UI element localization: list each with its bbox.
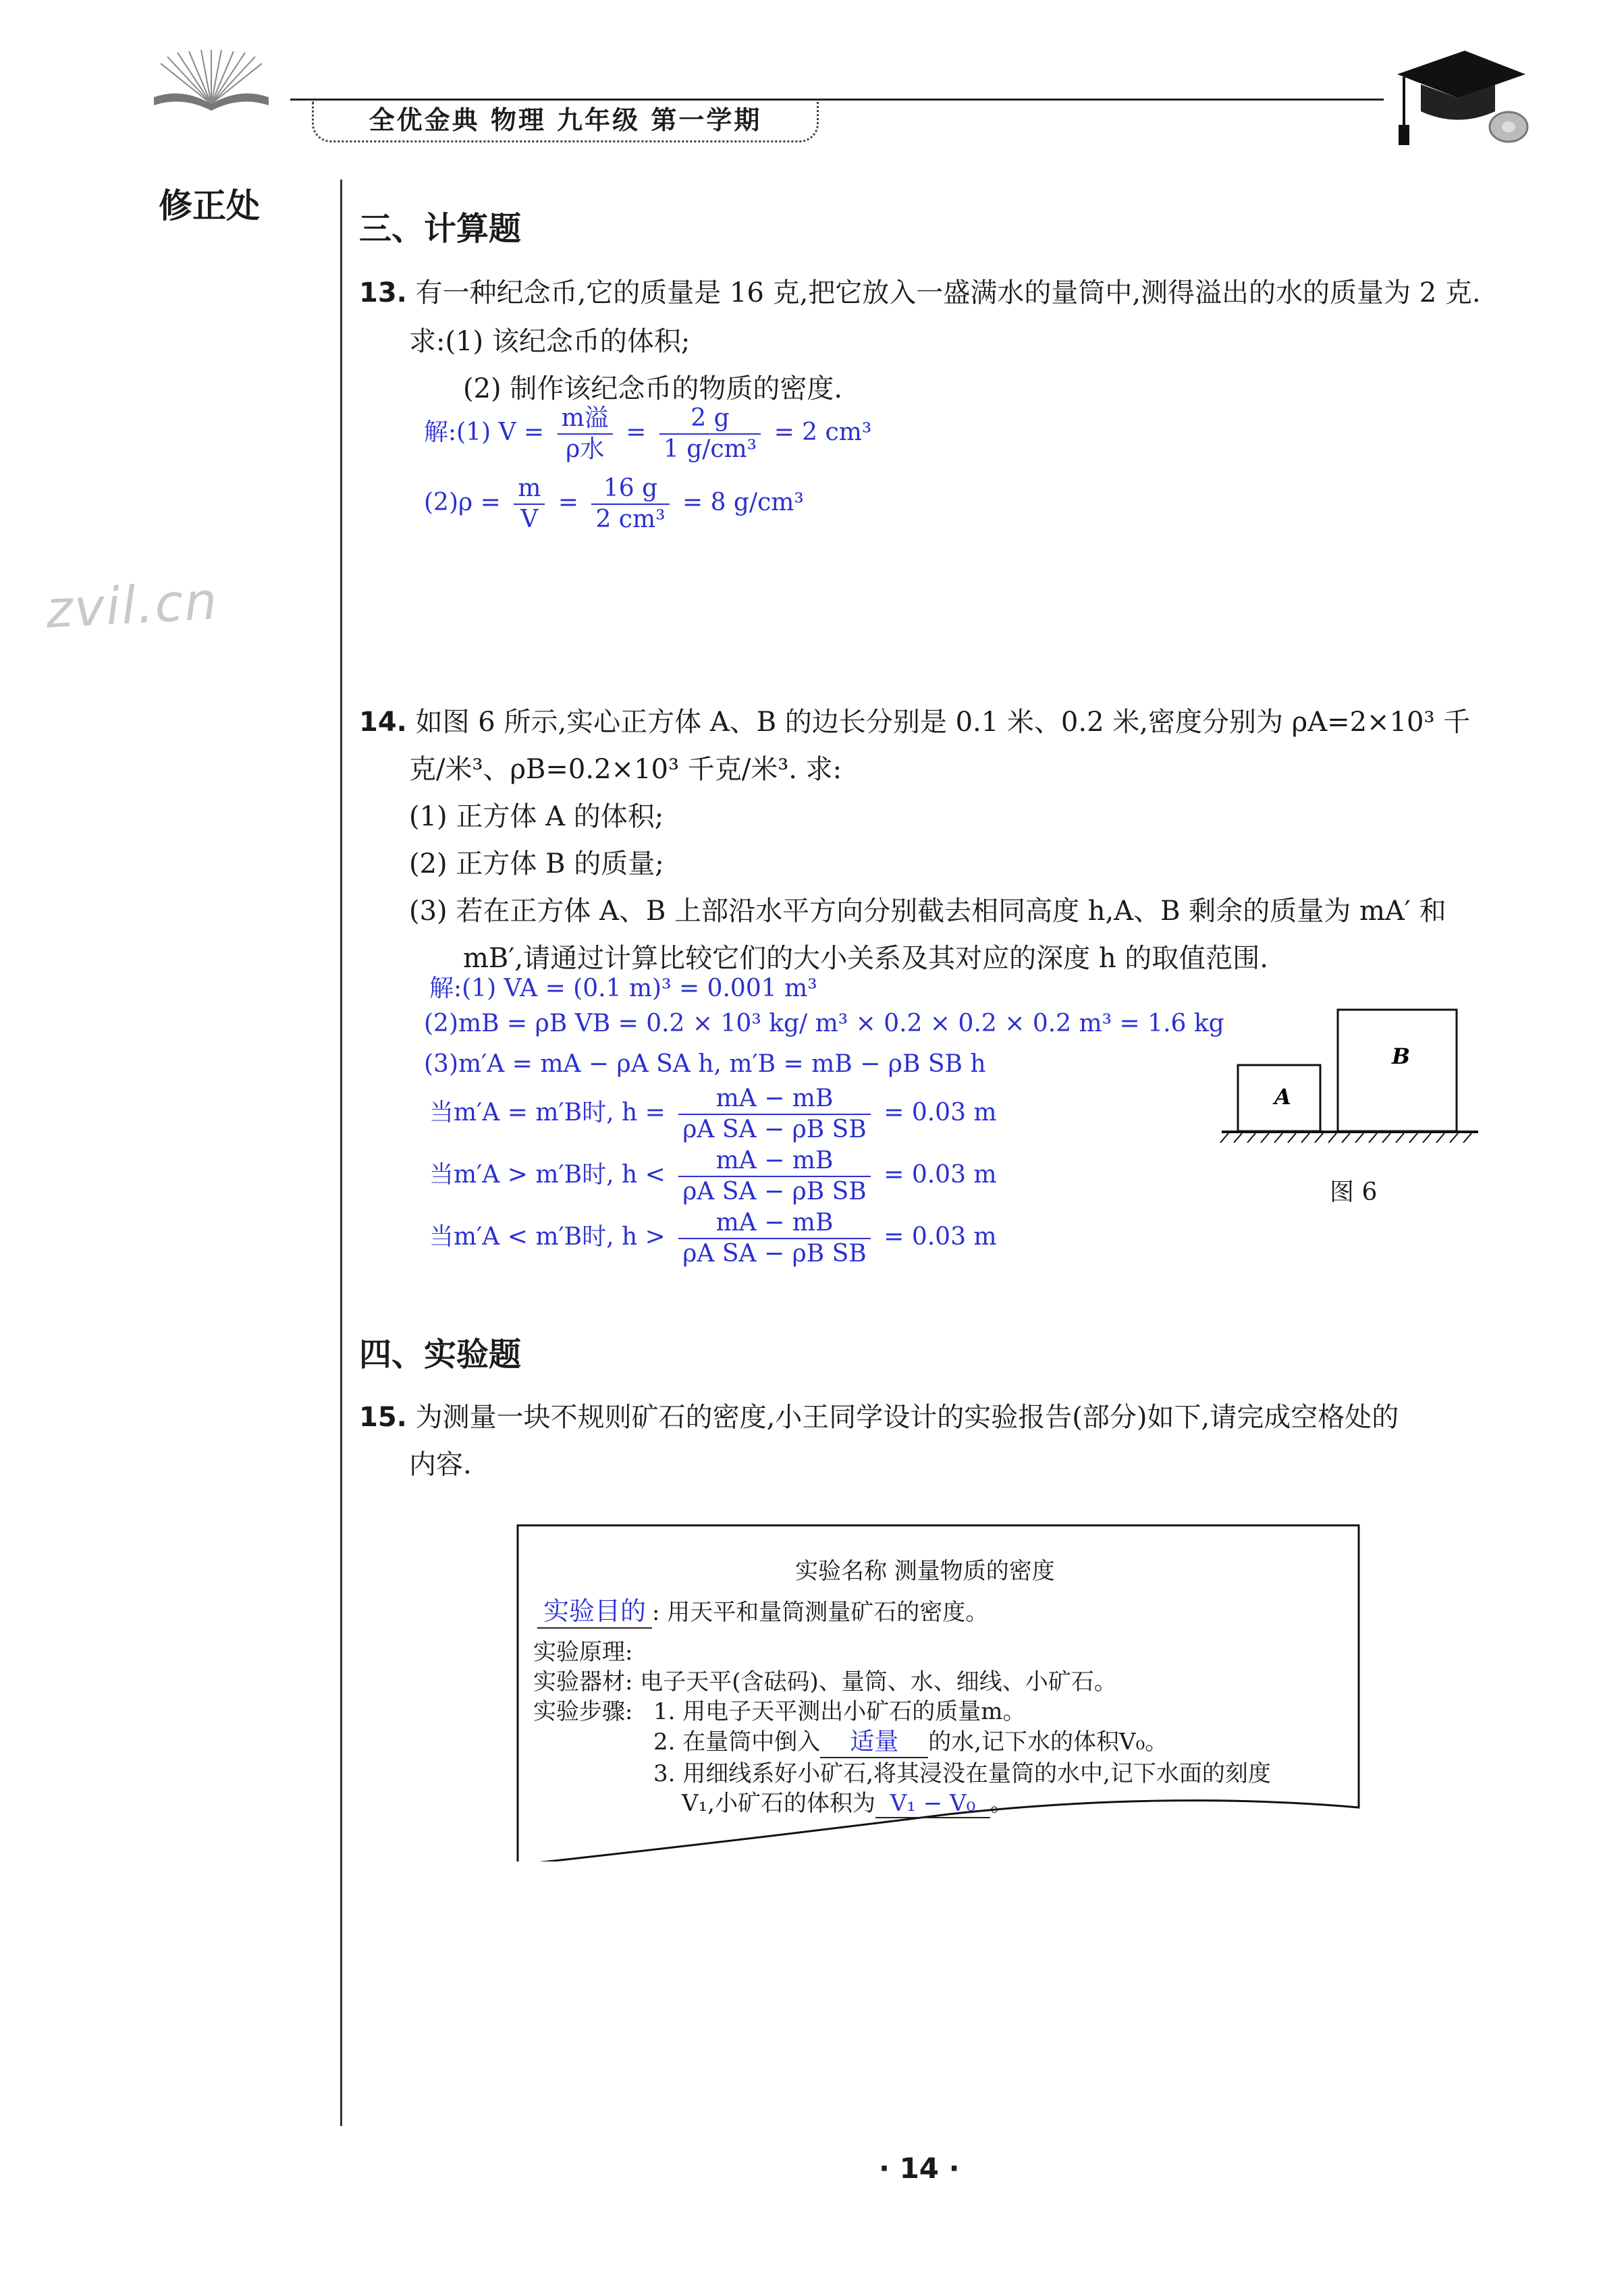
answer-13-part1: 解:(1) V = $\frac{\text{m溢}}{\text{ρ水}}$ = $\frac{2 g}{\text{1 g/cm³}}$ = 2 cm³ (424, 404, 872, 463)
purpose-answer-blank: 实验目的 (537, 1590, 652, 1629)
numerator: m (514, 474, 545, 505)
denominator: ρA SA − ρB SB (682, 1116, 867, 1143)
question-number: 15. (359, 1402, 407, 1433)
case-result: = 0.03 m (884, 1099, 997, 1126)
column-divider (340, 180, 342, 2126)
question-text: 如图 6 所示,实心正方体 A、B 的边长分别是 0.1 米、0.2 米,密度分别为 ρA=2×10³ 千 (415, 707, 1471, 738)
purpose-text: : 用天平和量筒测量矿石的密度。 (652, 1599, 989, 1626)
step3-answer-blank: V₁ − V₀ (875, 1790, 990, 1818)
question-text: 为测量一块不规则矿石的密度,小王同学设计的实验报告(部分)如下,请完成空格处的 (415, 1402, 1399, 1433)
case-prefix: 当m′A = m′B时, h = (429, 1099, 666, 1126)
question-14-line3: (1) 正方体 A 的体积; (409, 801, 664, 832)
report-step-2 (653, 1722, 1168, 1758)
figure-6-caption: 图 6 (1330, 1178, 1378, 1206)
report-step-3a: 3. 用细线系好小矿石,将其浸没在量筒的水中,记下水面的刻度 (653, 1760, 1271, 1787)
question-15-line2: 内容. (409, 1449, 472, 1480)
question-13-line2: 求:(1) 该纪念币的体积; (409, 326, 691, 357)
step3-text-before: V₁,小矿石的体积为 (682, 1790, 875, 1817)
report-steps-label: 实验步骤: (533, 1698, 633, 1725)
report-title: 实验名称 测量物质的密度 (795, 1558, 1055, 1585)
report-principle: 实验原理: (533, 1639, 633, 1666)
answer-14-case-greater (429, 1146, 997, 1207)
question-15-line1 (359, 1397, 1399, 1438)
numerator: mA − mB (678, 1084, 871, 1115)
numerator: 2 g (659, 404, 761, 435)
cube-b-label: B (1392, 1043, 1411, 1069)
case-prefix: 当m′A > m′B时, h < (429, 1161, 666, 1189)
fraction (678, 1146, 871, 1207)
denominator: 1 g/cm³ (663, 435, 757, 463)
answer-13-part2: (2)ρ = $\frac{m}{V}$ = $\frac{16 g}{\text{2 cm³}}$ = 8 g/cm³ (424, 474, 804, 533)
step3-text-after: 。 (990, 1790, 1013, 1817)
answer-result: = 2 cm³ (774, 418, 872, 446)
correction-column-label: 修正处 (159, 186, 260, 225)
denominator: 2 cm³ (595, 506, 666, 533)
answer-14-part3: (3)m′A = mA − ρA SA h, m′B = mB − ρB SB h (424, 1050, 986, 1078)
section-title-calculation: 三、计算题 (359, 210, 522, 248)
answer-prefix: 解:(1) V = (424, 418, 545, 446)
denominator: ρ水 (566, 435, 605, 463)
page-number: · 14 · (879, 2152, 960, 2185)
answer-prefix: (2)ρ = (424, 489, 501, 516)
answer-14-part1: 解:(1) VA = (0.1 m)³ = 0.001 m³ (429, 975, 817, 1002)
numerator: 16 g (591, 474, 669, 505)
fraction (591, 474, 669, 535)
denominator: ρA SA − ρB SB (682, 1178, 867, 1205)
numerator: mA − mB (678, 1146, 871, 1177)
answer-14-case-equal (429, 1084, 997, 1145)
watermark: zvil.cn (44, 570, 220, 640)
figure-6-cubes (1215, 1006, 1485, 1154)
step2-text-before: 2. 在量筒中倒入 (653, 1729, 821, 1756)
step2-text-after: 的水,记下水的体积V₀。 (928, 1729, 1168, 1756)
case-prefix: 当m′A < m′B时, h > (429, 1223, 666, 1251)
question-14-line5: (3) 若在正方体 A、B 上部沿水平方向分别截去相同高度 h,A、B 剩余的质量为 mA′ 和 (409, 896, 1446, 927)
numerator: mA − mB (678, 1208, 871, 1239)
fraction (558, 404, 613, 464)
question-13-line3: (2) 制作该纪念币的物质的密度. (463, 373, 843, 404)
fraction (514, 474, 545, 535)
cube-a-label: A (1274, 1084, 1291, 1110)
question-14-line6: mB′,请通过计算比较它们的大小关系及其对应的深度 h 的取值范围. (463, 943, 1269, 974)
step2-answer-blank: 适量 (820, 1722, 928, 1758)
header-rule (290, 99, 1384, 101)
fraction (678, 1208, 871, 1269)
answer-14-case-less (429, 1208, 997, 1269)
fraction (678, 1084, 871, 1145)
graduation-cap-icon (1390, 47, 1532, 148)
report-materials: 实验器材: 电子天平(含砝码)、量筒、水、细线、小矿石。 (533, 1668, 1117, 1695)
question-text: 有一种纪念币,它的质量是 16 克,把它放入一盛满水的量筒中,测得溢出的水的质量为 2 克. (415, 277, 1481, 308)
question-number: 14. (359, 707, 407, 738)
header-title: 全优金典 物理 九年级 第一学期 (312, 101, 819, 142)
cube-b (1338, 1010, 1457, 1131)
question-14-line2: 克/米³、ρB=0.2×10³ 千克/米³. 求: (409, 754, 842, 785)
open-book-icon (154, 50, 269, 111)
section-title-experiment: 四、实验题 (359, 1336, 522, 1374)
question-13-line1 (359, 273, 1481, 313)
denominator: V (520, 506, 539, 533)
report-step-1: 1. 用电子天平测出小矿石的质量m。 (653, 1698, 1026, 1725)
question-14-line4: (2) 正方体 B 的质量; (409, 848, 664, 879)
case-result: = 0.03 m (884, 1223, 997, 1251)
numerator: m溢 (558, 404, 613, 435)
answer-result: = 8 g/cm³ (682, 489, 804, 516)
denominator: ρA SA − ρB SB (682, 1240, 867, 1268)
question-14-line1 (359, 702, 1470, 742)
report-purpose-row (537, 1590, 988, 1629)
question-number: 13. (359, 277, 407, 308)
ground-hatching (1220, 1133, 1471, 1143)
fraction (659, 404, 761, 464)
answer-14-part2: (2)mB = ρB VB = 0.2 × 10³ kg/ m³ × 0.2 × 0.2 × 0.2 m³ = 1.6 kg (424, 1010, 1224, 1037)
report-step-3b (682, 1785, 1013, 1818)
case-result: = 0.03 m (884, 1161, 997, 1189)
